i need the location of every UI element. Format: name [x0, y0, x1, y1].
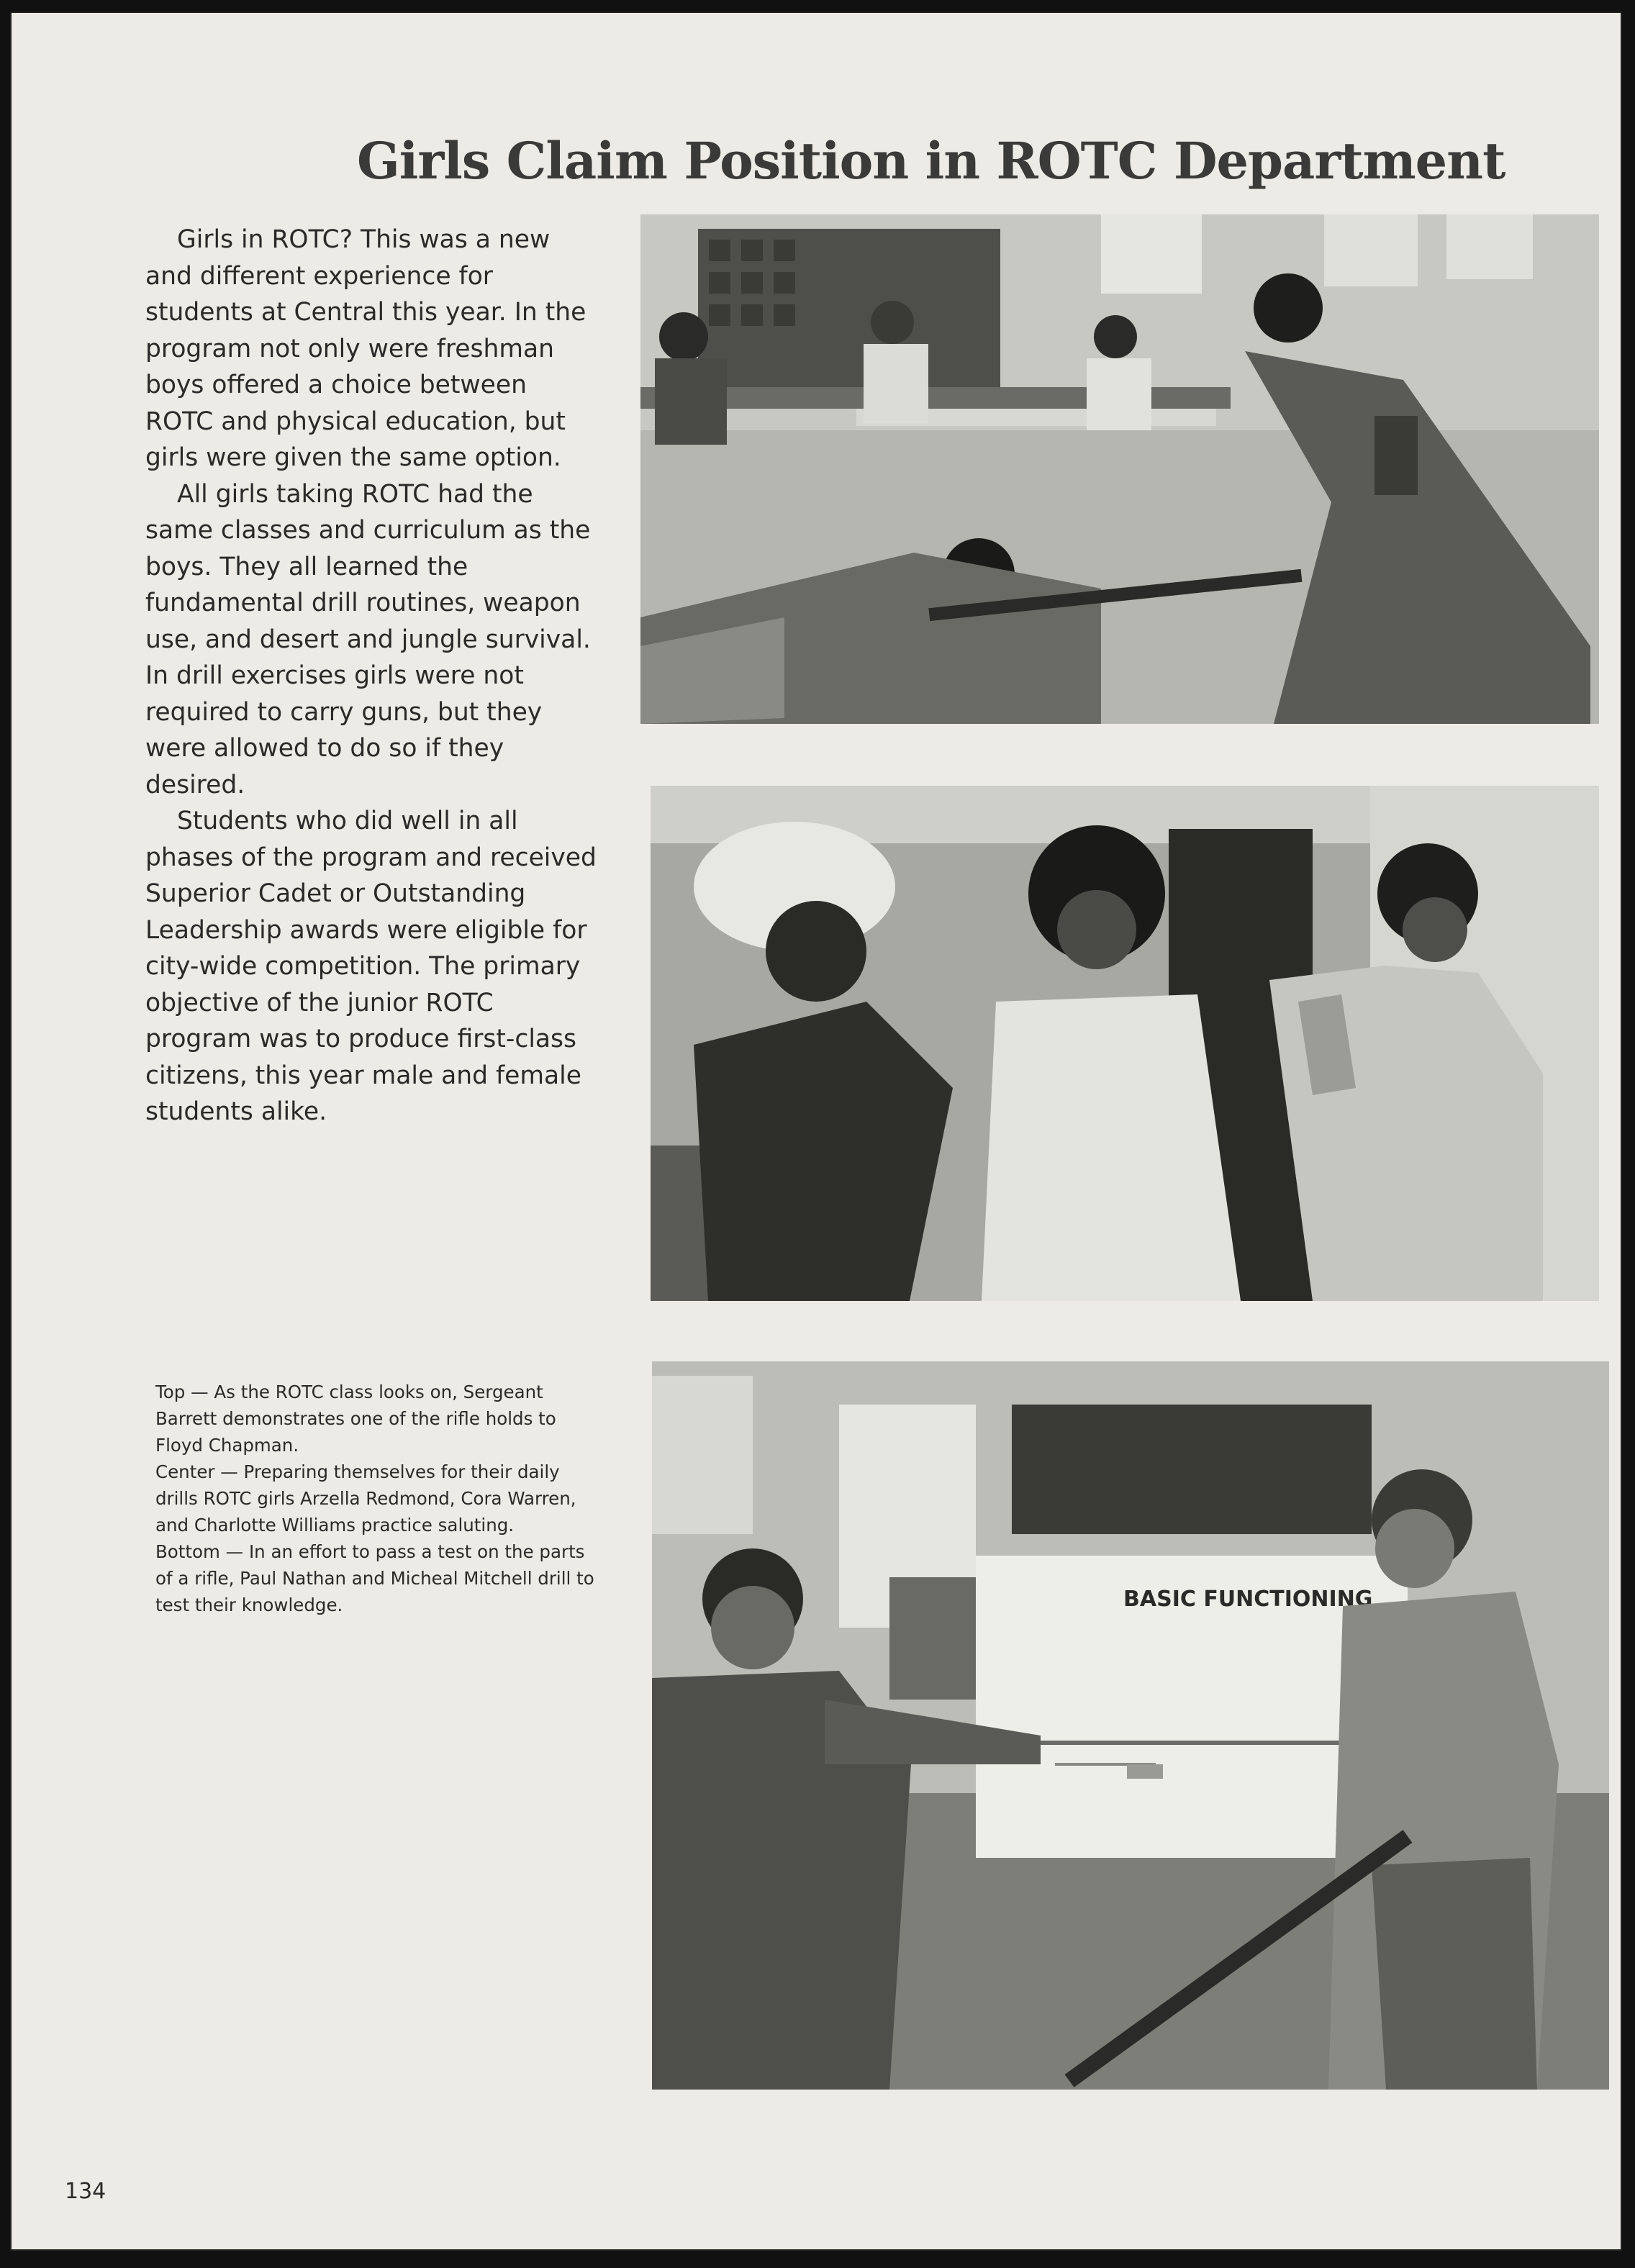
article-body — [145, 222, 599, 1130]
caption-center: Center — Preparing themselves for their daily drills ROTC girls Arzella Redmond, Cora Warren, and Charlotte Williams practice saluting. — [155, 1461, 576, 1536]
photo-captions — [155, 1379, 602, 1618]
caption-top: Top — As the ROTC class looks on, Sergeant Barrett demonstrates one of the rifle holds to Floyd Chapman. — [155, 1382, 556, 1456]
caption-bottom: Bottom — In an effort to pass a test on the parts of a rifle, Paul Nathan and Micheal Mitchell drill to test their knowledge. — [155, 1541, 594, 1615]
article-paragraph-1: Girls in ROTC? This was a new and different experience for students at Central this year. In the program not only were freshman boys offered a choice between ROTC and physical education, but girls were given the same option. — [145, 225, 586, 472]
photo-classroom-rifle-demo — [640, 214, 1599, 724]
photo-girls-saluting — [651, 786, 1599, 1301]
page-title: Girls Claim Position in ROTC Department — [357, 131, 1505, 191]
yearbook-page — [10, 12, 1622, 2251]
photo-rifle-chart-drill — [652, 1361, 1609, 2090]
chart-title-sign: BASIC FUNCTIONING — [1123, 1587, 1373, 1612]
article-paragraph-2: All girls taking ROTC had the same classes and curriculum as the boys. They all learned the fundamental drill routines, weapon use, and desert and jungle survival. In drill exercises girls were not required to carry guns, but they were allowed to do so if they desired. — [145, 479, 591, 799]
article-paragraph-3: Students who did well in all phases of the program and received Superior Cadet or Outstanding Leadership awards were eligible for city-wide competition. The primary objective of the junior ROTC program was to produce first-class citizens, this year male and female students alike. — [145, 807, 597, 1126]
page-number: 134 — [65, 2179, 107, 2204]
